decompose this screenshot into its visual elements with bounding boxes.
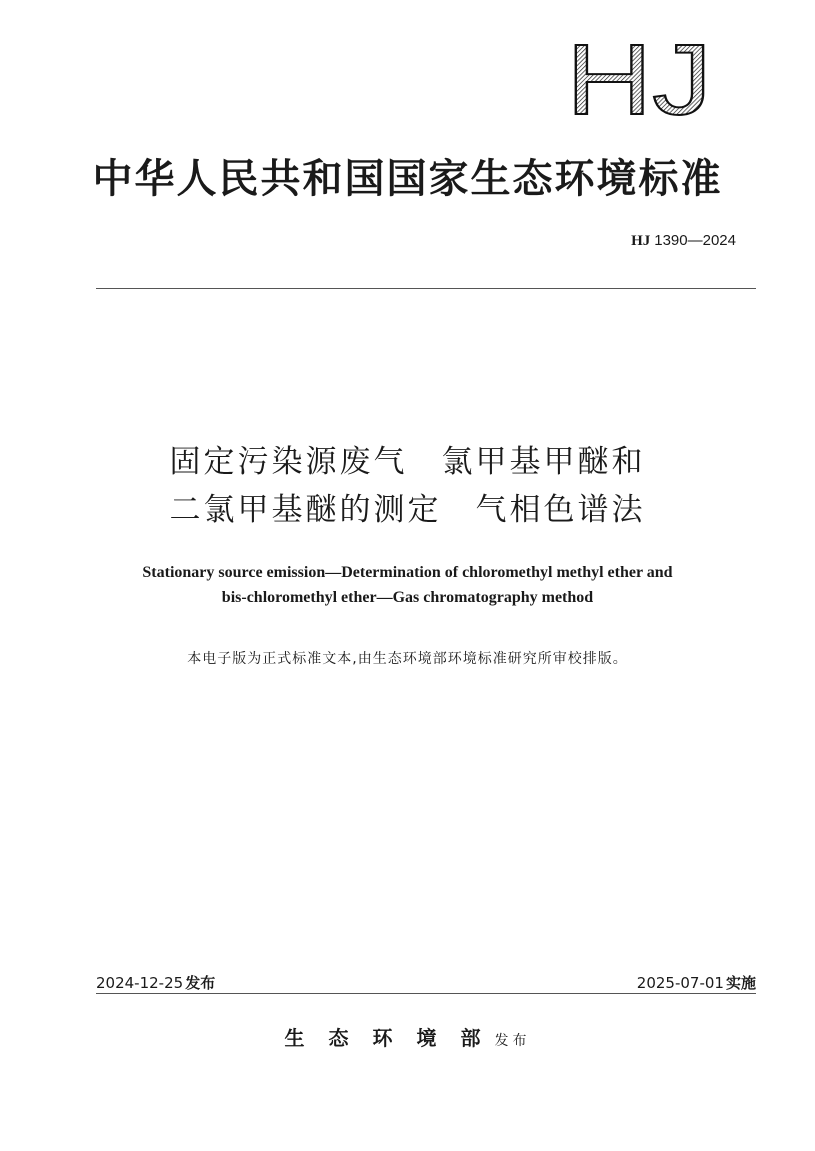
hj-logo [564, 40, 714, 118]
chinese-title-part: 固定污染源废气 [169, 444, 408, 480]
electronic-version-note: 本电子版为正式标准文本,由生态环境部环境标准研究所审校排版。 [187, 651, 628, 667]
english-title-line-2: bis-chloromethyl ether—Gas chromatography method [221, 589, 594, 606]
standard-number [631, 232, 736, 250]
effective-date-value: 2025-07-01 [636, 974, 724, 992]
chinese-title-part: 二氯甲基醚的测定 [169, 492, 442, 528]
chinese-title-part: 氯甲基甲醚和 [441, 444, 646, 480]
svg-text:HJ: HJ [566, 40, 712, 118]
top-divider [96, 288, 756, 289]
publisher-action: 发布 [494, 1033, 531, 1049]
chinese-title-line-1 [0, 440, 815, 484]
publisher [0, 1022, 815, 1051]
standard-prefix: HJ [631, 233, 651, 249]
standard-category-title: 中华人民共和国国家生态环境标准 [92, 155, 723, 202]
english-title-line-1: Stationary source emission—Determination of chloromethyl methyl ether and [142, 564, 673, 581]
effective-date [637, 972, 756, 993]
issue-date-value: 2024-12-25 [96, 974, 184, 992]
issue-label: 发布 [185, 974, 216, 992]
standard-number-value: 1390—2024 [654, 232, 736, 249]
publisher-org: 生态环境部 [284, 1026, 505, 1050]
effective-label: 实施 [725, 974, 756, 992]
issue-date [96, 972, 215, 993]
chinese-title-part: 气相色谱法 [475, 492, 646, 528]
chinese-title-line-2 [0, 488, 815, 532]
bottom-divider [96, 993, 756, 994]
